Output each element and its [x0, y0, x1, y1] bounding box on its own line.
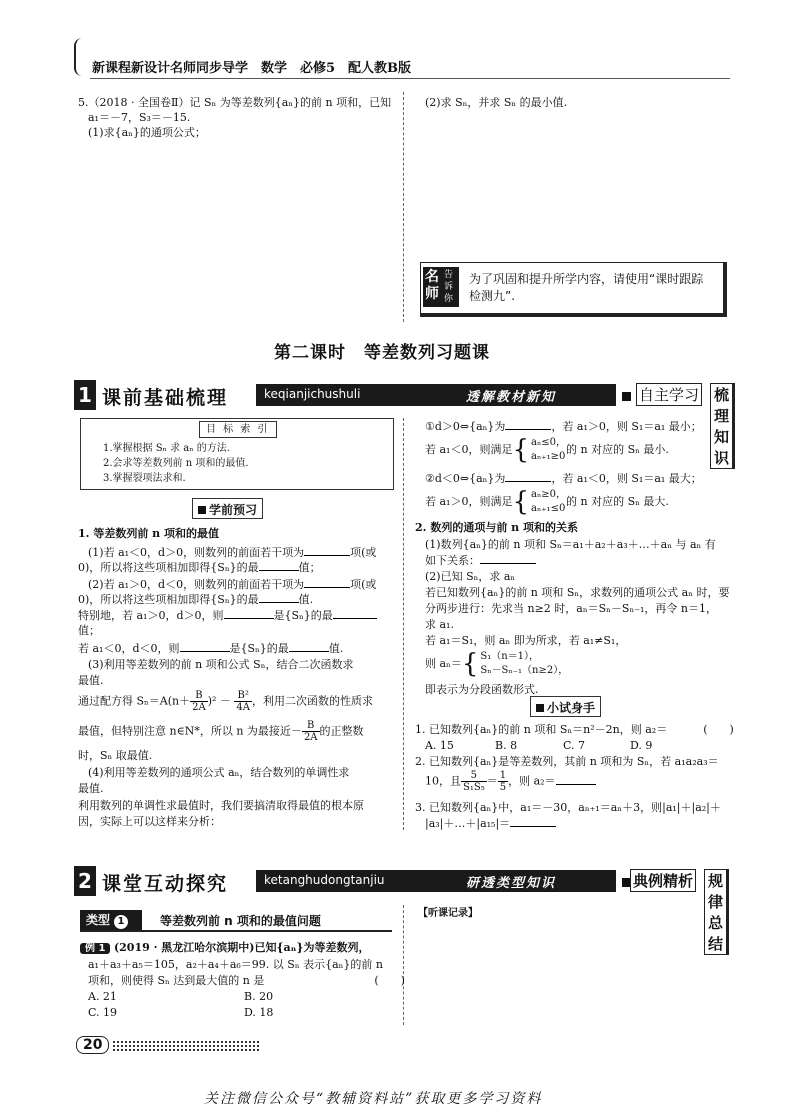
section1-title: 课前基础梳理 — [102, 387, 229, 409]
section2-title: 课堂互动探究 — [102, 873, 229, 895]
type1-banner — [80, 910, 392, 932]
preview-l10: 通过配方得 Sₙ＝A(n＋ $\frac{B}{2A}$ )² － $\frac{\text{B²}}{4A}$ ，利用二次函数的性质求 — [78, 690, 374, 713]
type1-title: 等差数列前 n 项和的最值问题 — [160, 914, 321, 928]
tip-badge-small: 告诉你 — [444, 270, 454, 304]
goal-item-2: 2.会求等差数列前 n 项和的最值. — [103, 458, 249, 469]
right-r11: 若 a₁＝S₁，则 aₙ 即为所求，若 a₁≠S₁， — [425, 634, 627, 647]
right-r7: (2)已知 Sₙ，求 aₙ — [425, 570, 516, 583]
right-r12: 则 aₙ＝{ S₁（n＝1）， Sₙ－Sₙ₋₁（n≥2）， — [425, 649, 569, 679]
lesson-title: 第二课时 等差数列习题课 — [274, 343, 490, 363]
right-r13: 即表示为分段函数形式. — [425, 683, 539, 696]
example1-line2: a₁＋a₃＋a₅＝105，a₂＋a₄＋a₆＝99. 以 Sₙ 表示{aₙ}的前 n — [88, 958, 383, 971]
example1-opt-a: A. 21 — [88, 990, 117, 1003]
right-r10: 求 a₁. — [425, 618, 454, 631]
preview-heading-icon — [198, 506, 206, 514]
example1-badge: 例 1 — [80, 943, 110, 954]
preview-l5: 特别地，若 a₁＞0，d＞0，则 是{Sₙ}的最 — [78, 607, 377, 623]
preview-l6: 值； — [78, 624, 100, 637]
frac-b-2a-b: $\frac{B}{2A}$ — [303, 720, 318, 743]
tip-badge-big: 名师 — [425, 269, 439, 302]
example1-line1: 例 1 (2019 · 黑龙江哈尔滨期中)已知{aₙ}为等差数列， — [80, 940, 369, 956]
trial-q1-opt-c: C. 7 — [563, 739, 586, 752]
goals-box — [80, 418, 394, 490]
goals-heading: 目 标 索 引 — [199, 421, 277, 438]
section1-tag1: 自主学习 — [636, 383, 702, 406]
bottom-column-divider — [403, 905, 404, 1025]
frac-b2-4a: $\frac{\text{B²}}{4A}$ — [236, 690, 251, 713]
goal-item-1: 1.掌握根据 Sₙ 求 aₙ 的方法. — [103, 443, 230, 454]
example1-line3: 项和，则使得 Sₙ 达到最大值的 n 是 ( ) — [88, 974, 405, 987]
right-r9: 分两步进行：先求当 n≥2 时，aₙ＝Sₙ－Sₙ₋₁，再令 n＝1， — [425, 602, 717, 615]
example1-opt-b: B. 20 — [244, 990, 274, 1003]
example1-opt-d: D. 18 — [244, 1006, 274, 1019]
trial-q1-opt-a: A. 15 — [425, 739, 454, 752]
preview-l2: 0)，所以将这些项相加即得{Sₙ}的最 值； — [78, 561, 321, 574]
preview-l11: 最值，但特别注意 n∈N*，所以 n 为最接近－ $\frac{B}{2A}$ 的正整数 — [78, 720, 364, 743]
section1-num: 1 — [74, 380, 96, 410]
right-r2: 若 a₁＜0，则满足{ aₙ≤0， aₙ₊₁≥0 的 n 对应的 Sₙ 最小. — [425, 435, 669, 465]
trial-q1: 1. 已知数列{aₙ}的前 n 项和 Sₙ＝n²－2n，则 a₂＝ ( ) — [415, 723, 734, 736]
tip-box — [420, 262, 727, 317]
section2-pinyin: ketanghudongtanjiu — [264, 873, 385, 887]
header-bracket — [74, 38, 84, 76]
right-r6: 如下关系： — [425, 552, 536, 568]
example1-opt-c: C. 19 — [88, 1006, 118, 1019]
section1-strip — [256, 384, 616, 406]
type1-badge: 类型 1 — [80, 910, 142, 930]
q5-line2: a₁＝－7，S₃＝－15. — [88, 111, 191, 124]
footer-text: 关注微信公众号“教辅资料站”获取更多学习资料 — [204, 1091, 543, 1107]
type1-num: 1 — [114, 915, 128, 929]
frac-5-s1s5: $\frac{5}{\text{S₁S₅}}$ — [463, 770, 485, 793]
section1-pinyin: keqianjichushuli — [264, 387, 361, 401]
preview-l3: (2)若 a₁＞0，d＜0，则数列的前面若干项为 项(或 — [88, 578, 377, 591]
preview-heading-text: 学前预习 — [209, 503, 258, 517]
tip-text: 为了巩固和提升所学内容，请使用“课时跟踪检测九”. — [469, 272, 704, 303]
section2-tag1: 典例精析 — [630, 869, 696, 892]
preview-l15: 利用数列的单调性求最值时，我们要搞清取得最值的根本原 — [78, 799, 364, 812]
goal-item-3: 3.掌握裂项法求和. — [103, 473, 186, 484]
preview-l9: 最值. — [78, 674, 104, 687]
frac-1-5: $\frac{1}{5}$ — [499, 770, 507, 793]
page-number: 20 — [76, 1036, 109, 1054]
section2-num: 2 — [74, 866, 96, 896]
notes-label: 【听课记录】 — [418, 908, 478, 919]
preview-l12: 时，Sₙ 取最值. — [78, 749, 153, 762]
trial-q1-opt-d: D. 9 — [630, 739, 653, 752]
trial-q3a: 3. 已知数列{aₙ}中，a₁＝－30，aₙ₊₁＝aₙ＋3，则|a₁|＋|a₂|＋ — [415, 801, 721, 814]
q5-part2: (2)求 Sₙ，并求 Sₙ 的最小值. — [425, 96, 568, 109]
frac-b-2a: $\frac{B}{2A}$ — [192, 690, 206, 713]
trial-q1-opt-b: B. 8 — [495, 739, 518, 752]
trial-heading — [530, 696, 601, 717]
preview-l4: 0)，所以将这些项相加即得{Sₙ}的最 值. — [78, 593, 314, 606]
system-2: aₙ≥0， aₙ₊₁≤0 — [531, 489, 567, 514]
mid-column-divider — [403, 418, 404, 830]
tip-badge — [423, 267, 459, 307]
preview-l13: (4)利用等差数列的通项公式 aₙ，结合数列的单调性求 — [88, 766, 350, 779]
section2-slogan: 研透类型知识 — [466, 876, 557, 891]
system-3: S₁（n＝1）， Sₙ－Sₙ₋₁（n≥2）， — [480, 651, 569, 676]
right-r4: 若 a₁＞0，则满足{ aₙ≥0， aₙ₊₁≤0 的 n 对应的 Sₙ 最大. — [425, 487, 669, 517]
system-1: aₙ≤0， aₙ₊₁≥0 — [531, 437, 567, 462]
right-r5: (1)数列{aₙ}的前 n 项和 Sₙ＝a₁＋a₂＋a₃＋…＋aₙ 与 aₙ 有 — [425, 538, 716, 551]
trial-q3b: |a₃|＋…＋|a₁₅|＝ — [425, 815, 556, 831]
preview-l1: (1)若 a₁＜0，d＞0，则数列的前面若干项为 项(或 — [88, 546, 377, 559]
section1-square-icon — [622, 392, 631, 401]
preview-l14: 最值. — [78, 782, 104, 795]
page-number-pattern — [112, 1040, 260, 1052]
right-r1: ①d＞0⇔{aₙ}为 ，若 a₁＞0，则 S₁＝a₁ 最小； — [425, 420, 702, 433]
right-r3: ②d＜0⇔{aₙ}为 ，若 a₁＜0，则 S₁＝a₁ 最大； — [425, 472, 702, 485]
trial-heading-text: 小试身手 — [547, 701, 596, 715]
preview-l16: 因，实际上可以这样来分析： — [78, 815, 221, 828]
trial-heading-icon — [536, 704, 544, 712]
header-title: 新课程新设计名师同步导学 数学 必修5 配人教B版 — [92, 61, 412, 76]
right-h2: 2. 数列的通项与前 n 项和的关系 — [415, 521, 578, 534]
section1-tag2: 梳理知识 — [710, 383, 735, 469]
header-rule — [90, 78, 730, 79]
section2-tag2: 规律总结 — [704, 869, 729, 955]
preview-l7: 若 a₁＜0，d＜0，则 是{Sₙ}的最 值. — [78, 642, 344, 655]
right-r8: 若已知数列{aₙ}的前 n 项和 Sₙ，求数列的通项公式 aₙ 时，要 — [425, 586, 730, 599]
preview-l8: (3)利用等差数列的前 n 项和公式 Sₙ，结合二次函数求 — [88, 658, 354, 671]
q5-line1: 5.（2018 · 全国卷Ⅱ）记 Sₙ 为等差数列{aₙ}的前 n 项和，已知 — [78, 96, 392, 109]
trial-q2a: 2. 已知数列{aₙ}是等差数列，其前 n 项和为 Sₙ，若 a₁a₂a₃＝ — [415, 755, 719, 768]
section2-strip — [256, 870, 616, 892]
top-column-divider — [403, 92, 404, 322]
preview-h1: 1. 等差数列前 n 项和的最值 — [78, 527, 219, 540]
preview-heading — [192, 498, 263, 519]
trial-q2b: 10，且 $\frac{5}{\text{S₁S₅}}$ ＝ $\frac{1}{5}$ ，则 a₂＝ — [425, 770, 596, 793]
section1-slogan: 透解教材新知 — [466, 390, 557, 405]
q5-part1: (1)求{aₙ}的通项公式； — [88, 126, 206, 139]
